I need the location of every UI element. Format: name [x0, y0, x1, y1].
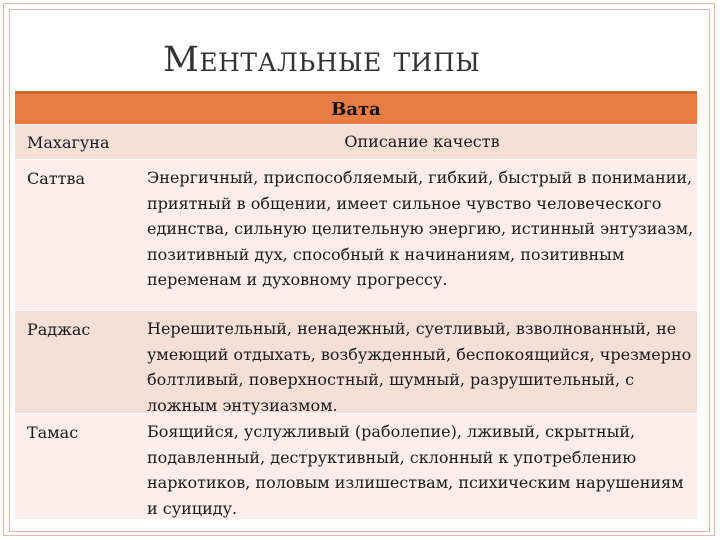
- row-guna-name: Тамас: [27, 423, 79, 442]
- column-header-description: Описание качеств: [344, 132, 500, 152]
- gunas-table: [15, 91, 697, 519]
- table-row: [15, 159, 697, 310]
- row-guna-name: Саттва: [27, 169, 86, 188]
- table-header-bar: [15, 91, 697, 124]
- column-header-row: [15, 124, 697, 159]
- table-row: [15, 413, 697, 519]
- row-description: Боящийся, услужливый (раболепие), лживый, скрытный, подавленный, деструктивный, склонный к употреблению наркотиков, половым излишествам, психическим нарушениям и суициду.: [147, 422, 684, 518]
- row-description: Энергичный, приспособляемый, гибкий, быстрый в понимании, приятный в общении, имеет сильное чувство человеческого единства, сильную целительную энергию, истинный энтузиазм, позитивный дух, способный к начинаниям, позитивным переменам и духовному прогрессу.: [147, 168, 694, 289]
- table-row: [15, 310, 697, 413]
- row-guna-name: Раджас: [27, 320, 91, 339]
- table-header-label: Вата: [331, 98, 381, 120]
- slide-title: Ментальные типы: [163, 40, 481, 80]
- column-header-guna: Махагуна: [27, 132, 110, 152]
- row-description: Нерешительный, ненадежный, суетливый, взволнованный, не умеющий отдыхать, возбужденный, беспокоящийся, чрезмерно болтливый, поверхностный, шумный, разрушительный, с ложным энтузиазмом.: [147, 319, 692, 415]
